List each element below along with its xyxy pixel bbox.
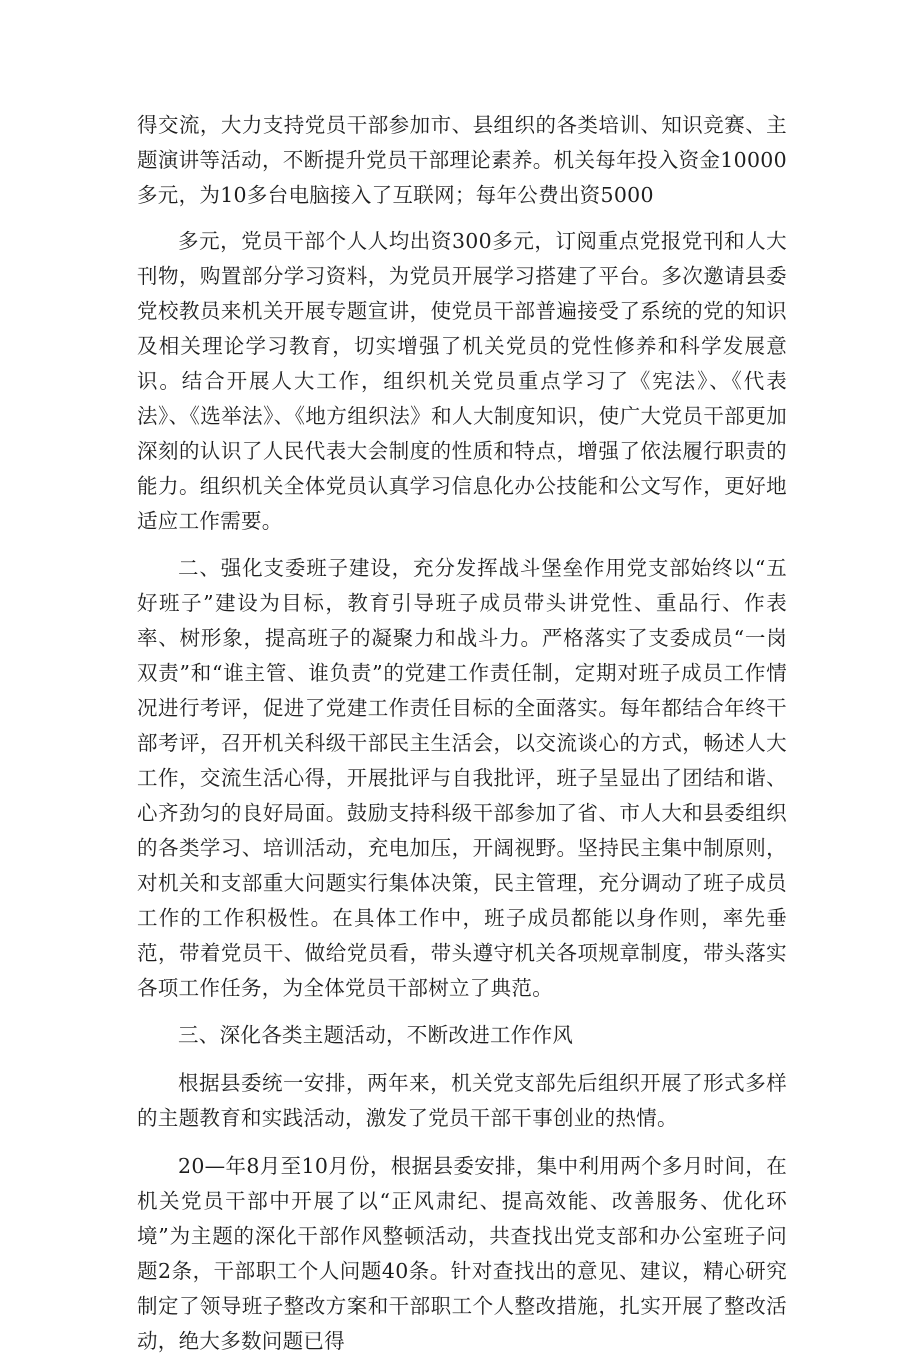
paragraph-section-two: 二、强化支委班子建设，充分发挥战斗堡垒作用党支部始终以“五好班子”建设为目标，教育引导班子成员带头讲党性、重品行、作表率、树形象，提高班子的凝聚力和战斗力。严格落实了支委成员“一岗双责”和“谁主管、谁负责”的党建工作责任制，定期对班子成员工作情况进行考评，促进了党建工作责任目标的全面落实。每年都结合年终干部考评，召开机关科级干部民主生活会，以交流谈心的方式，畅述人大工作，交流生活心得，开展批评与自我批评，班子呈显出了团结和谐、心齐劲匀的良好局面。鼓励支持科级干部参加了省、市人大和县委组织的各类学习、培训活动，充电加压，开阔视野。坚持民主集中制原则，对机关和支部重大问题实行集体决策，民主管理，充分调动了班子成员工作的工作积极性。在具体工作中，班子成员都能以身作则，率先垂范，带着党员干、做给党员看，带头遵守机关各项规章制度，带头落实各项工作任务，为全体党员干部树立了典范。	[137, 556, 787, 1000]
paragraph-style-rectification: 20—年8月至10月份，根据县委安排，集中利用两个多月时间，在机关党员干部中开展了以“正风肃纪、提高效能、改善服务、优化环境”为主题的深化干部作风整顿活动，共查找出党支部和办公室班子问题2条，干部职工个人问题40条。针对查找出的意见、建议，精心研究制定了领导班子整改方案和干部职工个人整改措施，扎实开展了整改活动，绝大多数问题已得	[137, 1154, 787, 1353]
section-three-heading: 三、深化各类主题活动，不断改进工作作风	[178, 1023, 574, 1047]
paragraph-continued-study: 得交流，大力支持党员干部参加市、县组织的各类培训、知识竞赛、主题演讲等活动，不断提升党员干部理论素养。机关每年投入资金10000多元，为10多台电脑接入了互联网；每年公费出资5000	[137, 113, 787, 207]
document-body	[137, 108, 787, 1359]
paragraph-theme-activities: 根据县委统一安排，两年来，机关党支部先后组织开展了形式多样的主题教育和实践活动，激发了党员干部干事创业的热情。	[137, 1071, 787, 1130]
paragraph-study-materials: 多元，党员干部个人人均出资300多元，订阅重点党报党刊和人大刊物，购置部分学习资料，为党员开展学习搭建了平台。多次邀请县委党校教员来机关开展专题宣讲，使党员干部普遍接受了系统的党的知识及相关理论学习教育，切实增强了机关党员的党性修养和科学发展意识。结合开展人大工作，组织机关党员重点学习了《宪法》、《代表法》、《选举法》、《地方组织法》和人大制度知识，使广大党员干部更加深刻的认识了人民代表大会制度的性质和特点，增强了依法履行职责的能力。组织机关全体党员认真学习信息化办公技能和公文写作，更好地适应工作需要。	[137, 229, 787, 533]
